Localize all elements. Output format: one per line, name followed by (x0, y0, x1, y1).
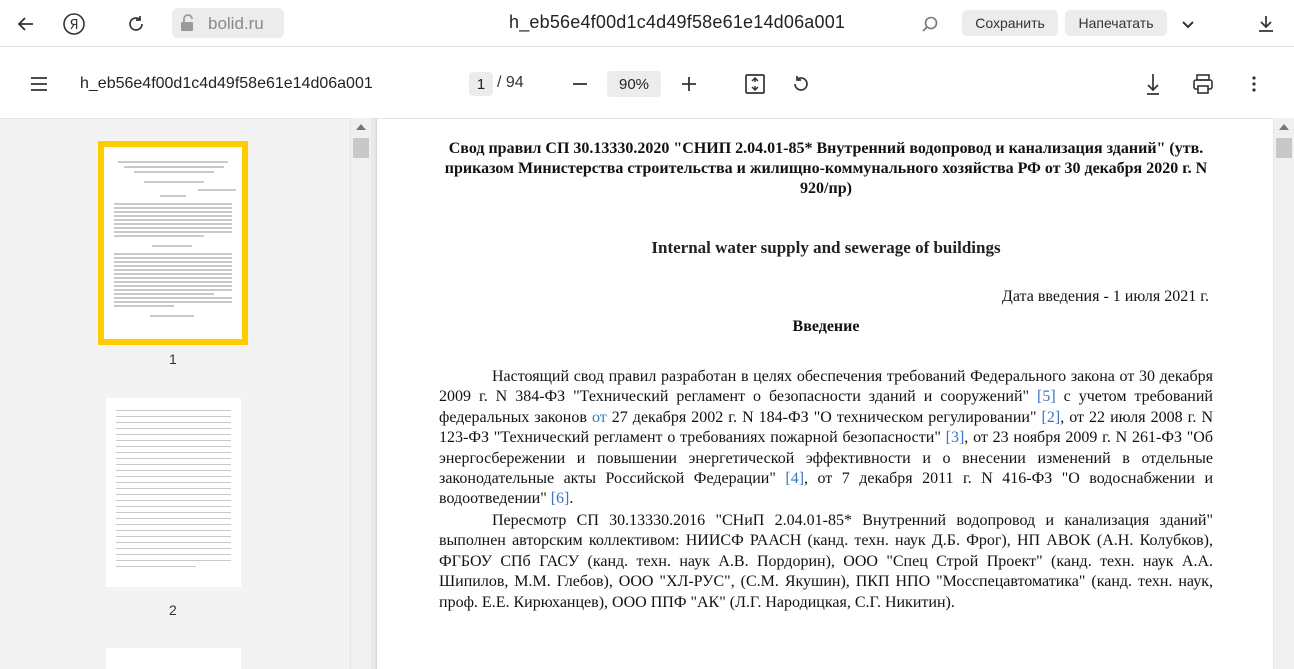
zoom-in-icon[interactable] (677, 72, 701, 96)
paragraph-1-text-c: 27 декабря 2002 г. N 184-ФЗ "О техническом регулировании" (606, 408, 1042, 426)
search-in-page-icon[interactable] (914, 8, 946, 40)
yandex-icon[interactable] (58, 8, 90, 40)
back-arrow-icon[interactable] (10, 8, 42, 40)
reference-link-6[interactable]: [6] (550, 490, 570, 508)
page-number-input[interactable]: 1 (469, 72, 493, 96)
document-viewer (371, 118, 1273, 669)
page-total: / 94 (497, 74, 524, 91)
pdf-toolbar (0, 48, 1294, 118)
domain-text: bolid.ru (208, 14, 264, 33)
reload-icon[interactable] (120, 8, 152, 40)
thumbnail-page-2[interactable] (106, 398, 241, 587)
svg-text:Я: Я (69, 18, 79, 33)
address-bar[interactable] (172, 8, 284, 38)
scroll-up-arrow-icon[interactable] (356, 124, 366, 130)
pdf-file-name: h_eb56e4f00d1c4d49f58e61e14d06a001 (80, 75, 373, 92)
menu-icon[interactable] (26, 72, 52, 96)
chevron-down-icon[interactable] (1172, 8, 1204, 40)
paragraph-1-text-g: . (569, 490, 574, 508)
paragraph-2: Пересмотр СП 30.13330.2016 "СНиП 2.04.01-85* Внутренний водопровод и канализация зданий" выполнен авторским коллективом: НИИСФ РААСН (канд. техн. наук Д.Б. Фрог), НП АВОК (А.Н. Колубков), ФГБОУ СПб ГАСУ (канд. техн. наук А.В. Пордорин), ООО "Спец Строй Проект" (канд. техн. наук А.А. Шипилов, М.М. Глебов), ООО "ХЛ-РУС", (С.М. Якушин), ПКП НПО "Мосспецавтоматика" (канд. техн. наук, проф. Е.Е. Кирюханцев), ООО ППФ "АК" (Л.Г. Народицкая, С.Г. Никитин). (439, 512, 1213, 611)
more-options-icon[interactable] (1244, 71, 1264, 97)
thumbnail-label-1: 1 (169, 351, 177, 367)
reference-link-4[interactable]: [4] (785, 470, 805, 488)
zoom-level[interactable]: 90% (607, 71, 661, 97)
rotate-icon[interactable] (789, 71, 813, 97)
reference-link-5[interactable]: [5] (1037, 388, 1056, 406)
browser-page-title: h_eb56e4f00d1c4d49f58e61e14d06a001 (509, 12, 846, 32)
viewer-scrollbar[interactable] (1273, 118, 1294, 669)
thumbnail-label-2: 2 (169, 602, 177, 618)
effective-date: Дата введения - 1 июля 2021 г. (1001, 288, 1209, 305)
print-button[interactable]: Напечатать (1065, 10, 1167, 36)
document-title: Свод правил СП 30.13330.2020 "СНИП 2.04.01-85* Внутренний водопровод и канализация зданий" (утв. приказом Министерства строительства и жилищно-коммунального хозяйства РФ от 30 декабря 2020 г. N 920/пр) (444, 140, 1208, 197)
save-button[interactable]: Сохранить (962, 10, 1058, 36)
lock-icon[interactable] (178, 14, 198, 32)
viewer-scroll-up-arrow-icon[interactable] (1279, 124, 1289, 130)
paragraph-1-text-f: , от 7 декабря 2011 г. N 416-ФЗ "О водоснабжении и водоотведении" (439, 470, 1214, 508)
thumbnail-sidebar (0, 118, 352, 669)
paragraph-1-text-d: , от 22 июля 2008 г. N 123-ФЗ "Технический регламент о требованиях пожарной безопасности" (439, 408, 1214, 447)
zoom-out-icon[interactable] (568, 72, 592, 96)
viewer-scroll-thumb[interactable] (1276, 138, 1292, 158)
fit-page-icon[interactable] (743, 71, 767, 97)
paragraph-1-text-e: , от 23 ноября 2009 г. N 261-ФЗ "Об энергосбережении и повышении энергетической эффективности и о внесении изменений в отдельные законодательные акты Российской Федерации" (439, 429, 1214, 488)
section-heading: Введение (792, 318, 860, 335)
sidebar-scrollbar[interactable] (350, 118, 371, 669)
print-icon[interactable] (1190, 71, 1216, 97)
paragraph-1 (439, 367, 1213, 510)
download-icon[interactable] (1250, 8, 1282, 40)
paragraph-1-text-b: с учетом требований федеральных законов (439, 388, 1213, 426)
document-subtitle: Internal water supply and sewerage of buildings (651, 238, 1001, 257)
pdf-page (377, 119, 1273, 669)
browser-toolbar (0, 0, 1294, 47)
reference-link-3[interactable]: [3] (945, 429, 965, 447)
sidebar-scroll-thumb[interactable] (353, 138, 369, 158)
thumbnail-page-3[interactable] (106, 648, 241, 669)
law-link[interactable]: от (591, 408, 607, 426)
thumbnail-page-1[interactable] (98, 141, 248, 345)
reference-link-2[interactable]: [2] (1041, 408, 1061, 426)
paragraph-1-text-a: Настоящий свод правил разработан в целях обеспечения требований Федерального закона от 30 декабря 2009 г. N 384-ФЗ "Технический регламент о безопасности зданий и сооружений" (439, 368, 1213, 406)
download-pdf-icon[interactable] (1141, 70, 1165, 98)
